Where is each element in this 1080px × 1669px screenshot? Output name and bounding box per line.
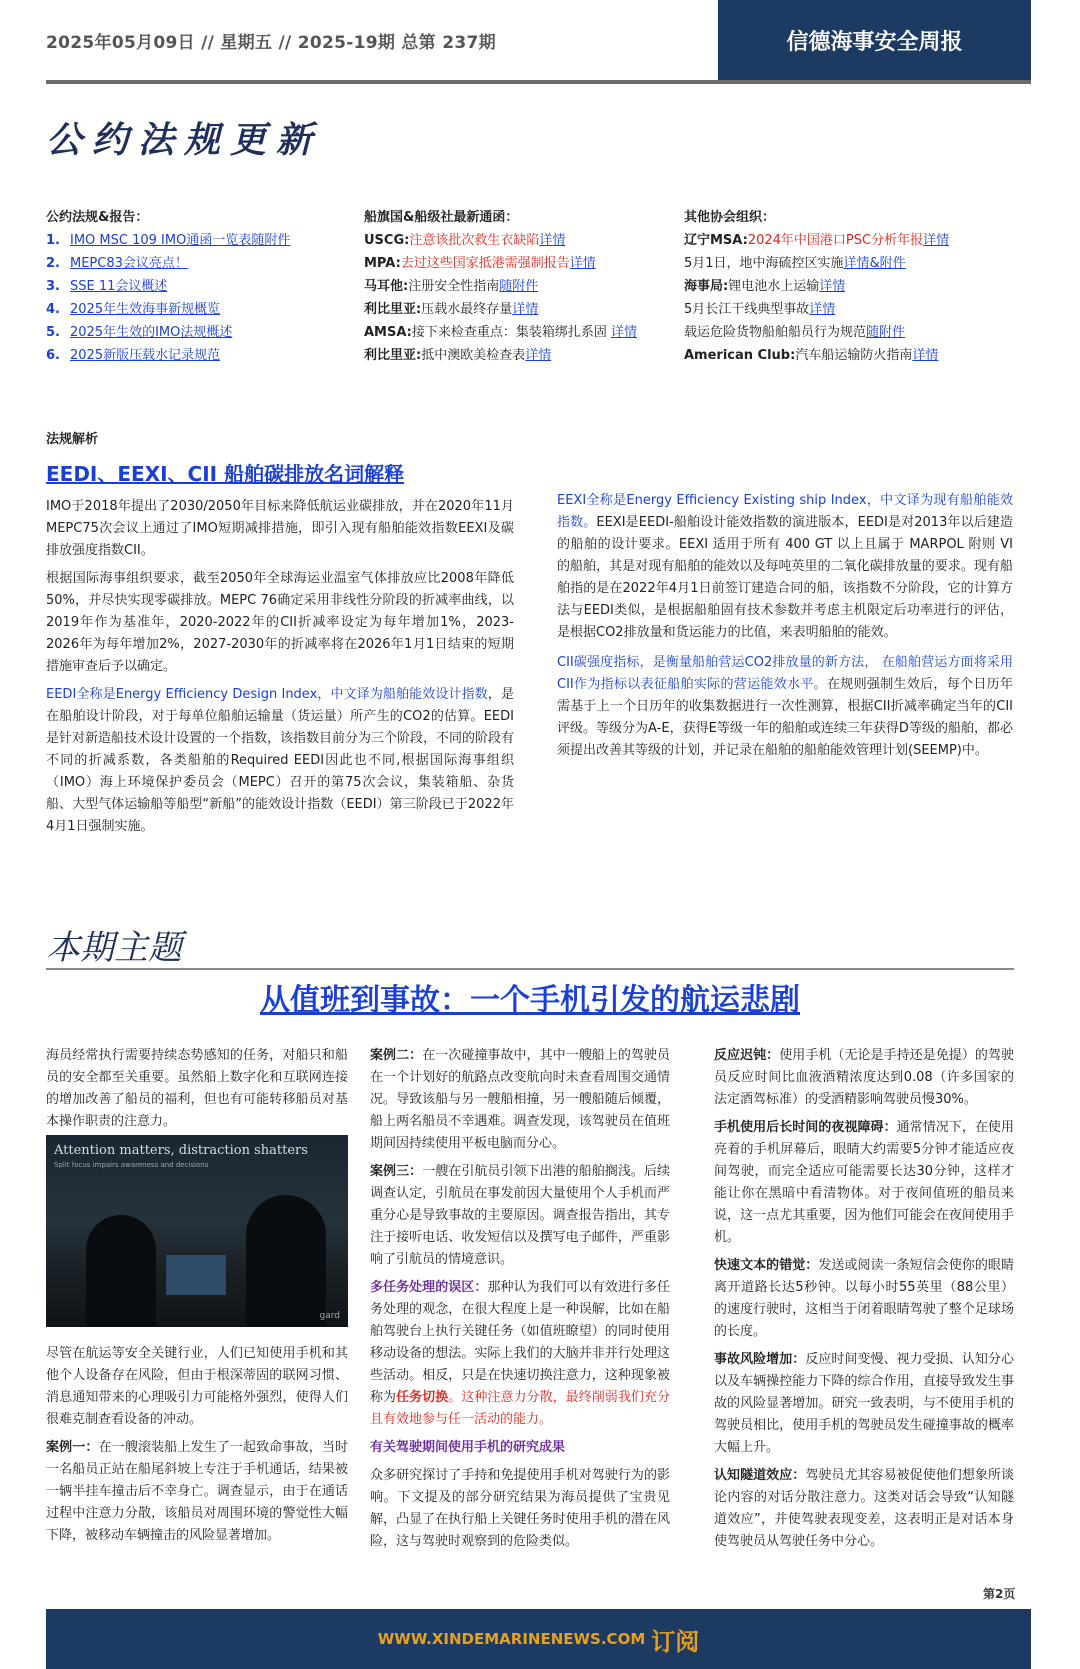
feature-image [46, 1135, 348, 1327]
item-label: 辽宁MSA: [684, 233, 748, 248]
item-text: 5月长江干线典型事故 [684, 302, 810, 317]
list-item [46, 321, 336, 344]
gard-logo: gard [319, 1311, 340, 1321]
item-text: 接下来检查重点：集装箱绑扎系固 [411, 325, 612, 340]
item-link[interactable]: 详情 [923, 233, 950, 248]
item-label: AMSA: [364, 325, 412, 340]
eedi-definition: EEDI全称是Energy Efficiency Design Index，中文译为船舶能效设计指数 [46, 687, 488, 702]
paragraph [370, 1045, 670, 1155]
list-item [364, 252, 664, 275]
eexi-definition: EEXI全称是Energy Efficiency Existing ship Index，中文译为现有船舶能效指数。 [557, 493, 1013, 530]
item-link[interactable]: 2025新版压载水记录规范 [70, 348, 221, 363]
silhouette-figure [86, 1215, 156, 1327]
analysis-title-link[interactable]: EEDI、EEXI、CII 船舶碳排放名词解释 [46, 462, 405, 486]
item-link[interactable]: 详情 [809, 302, 836, 317]
highlight: 任务切换 [396, 1390, 449, 1405]
item-label: 马耳他: [364, 279, 409, 294]
subheading: 有关驾驶期间使用手机的研究成果 [370, 1440, 566, 1455]
analysis-label: 法规解析 [46, 432, 99, 447]
paragraph [370, 1161, 670, 1271]
list-item [364, 344, 664, 367]
item-link[interactable]: IMO MSC 109 IMO通函一览表随附件 [70, 233, 291, 248]
paragraph [714, 1349, 1014, 1459]
section-divider [46, 968, 1014, 970]
item-link[interactable]: 随附件 [866, 325, 906, 340]
list-item [364, 229, 664, 252]
analysis-right-column [557, 490, 1013, 762]
paragraph [557, 490, 1013, 644]
issue-info: 2025年05月09日 // 星期五 // 2025-19期 总第 237期 [46, 33, 496, 53]
item-text: 汽车船运输防火指南 [795, 348, 913, 363]
item-link[interactable]: 详情 [539, 233, 566, 248]
finding-label: 反应迟钝： [714, 1048, 780, 1063]
item-number: 4. [46, 302, 60, 317]
image-caption-title: Attention matters, distraction shatters [54, 1143, 308, 1158]
paragraph [714, 1255, 1014, 1343]
list-item [684, 275, 1014, 298]
page-header [46, 0, 1031, 80]
list-item [46, 298, 336, 321]
item-label: 利比里亚: [364, 302, 422, 317]
paragraph [714, 1465, 1014, 1553]
item-label: MPA: [364, 256, 401, 271]
item-link[interactable]: MEPC83会议亮点！ [70, 256, 188, 271]
item-link[interactable]: 详情 [512, 302, 539, 317]
list-item [46, 275, 336, 298]
silhouette-figure [246, 1195, 326, 1327]
item-text: 抵中澳欧美检查表 [421, 348, 526, 363]
list-item [684, 321, 1014, 344]
list-item [46, 252, 336, 275]
paragraph [557, 652, 1013, 762]
finding-label: 快速文本的错觉： [714, 1258, 819, 1273]
other-associations-list [684, 206, 1014, 367]
list-item [364, 275, 664, 298]
list-title: 公约法规&报告： [46, 210, 149, 225]
paragraph-text: 通常情况下，在使用亮着的手机屏幕后，眼睛大约需要5分钟才能适应夜间驾驶，而完全适应可能需要长达30分钟，这样才能让你在黑暗中看清物体。对于夜间值班的船员来说，这一点尤其重要，因为他们可能会在夜间使用手机。 [714, 1120, 1014, 1245]
paragraph-text: 那种认为我们可以有效进行多任务处理的观念，在很大程度上是一种误解，比如在船舶驾驶台上执行关键任务（如值班瞭望）的同时使用移动设备的想法。实际上我们的大脑并非并行处理这些活动。相反，只是在快速切换注意力，这种现象被称为 [370, 1280, 670, 1405]
paragraph [714, 1045, 1014, 1111]
monitor-screen [166, 1255, 226, 1295]
flag-class-circulars-list [364, 206, 664, 367]
case-label: 案例二： [370, 1048, 423, 1063]
item-number: 1. [46, 233, 60, 248]
paragraph-text: 反应时间变慢、视力受损、认知分心以及车辆操控能力下降的综合作用，直接导致发生事故的风险显著增加。研究一致表明，与不使用手机的驾驶员相比，使用手机的驾驶员发生碰撞事故的概率大幅上升。 [714, 1352, 1014, 1455]
item-number: 2. [46, 256, 60, 271]
item-number: 5. [46, 325, 60, 340]
list-title: 船旗国&船级社最新通函： [364, 210, 519, 225]
paragraph-text: 驾驶员尤其容易被促使他们想象所谈论内容的对话分散注意力。这类对话会导致“认知隧道效应”，并使驾驶表现变差，这表明正是对话本身使驾驶员从驾驶任务中分心。 [714, 1468, 1014, 1549]
case-label: 案例一： [46, 1440, 99, 1455]
list-title: 其他协会组织： [684, 210, 776, 225]
item-label: USCG: [364, 233, 410, 248]
item-text: 压载水最终存量 [421, 302, 513, 317]
subheading: 多任务处理的误区： [370, 1280, 488, 1295]
image-caption-subtitle: Split focus impairs awareness and decisions [54, 1161, 209, 1169]
item-link[interactable]: 2025年生效海事新规概览 [70, 302, 221, 317]
item-label: 海事局: [684, 279, 729, 294]
item-text: 锂电池水上运输 [728, 279, 820, 294]
item-link[interactable]: 2025年生效的IMO法规概述 [70, 325, 233, 340]
item-link[interactable]: 详情 [569, 256, 596, 271]
page-number: 第2页 [983, 1587, 1016, 1601]
paragraph: 根据国际海事组织要求，截至2050年全球海运业温室气体排放应比2008年降低50%，并尽快实现零碳排放。MEPC 76确定采用非线性分阶段的折减率曲线，以2019年作为基准年，2020-2022年的CII折减率设定为每年增加1%，2023-2026年为每年增加2%，2027-2030年的折减率将在2026年1月1日结束的短期措施审查后予以确定。 [46, 571, 514, 674]
paragraph [714, 1117, 1014, 1249]
list-item [364, 298, 664, 321]
list-item [46, 344, 336, 367]
feature-column-1-lower [46, 1343, 348, 1553]
item-text: 注册安全性指南 [408, 279, 500, 294]
item-link[interactable]: 详情 [525, 348, 552, 363]
paragraph-text: 在一艘滚装船上发生了一起致命事故，当时一名船员正站在船尾斜坡上专注于手机通话，结果被一辆半挂车撞击后不幸身亡。调查显示，由于在通话过程中注意力分散，该船员对周围环境的警觉性大幅下降，被移动车辆撞击的风险显著增加。 [46, 1440, 348, 1543]
paragraph-text: 一艘在引航员引领下出港的船舶搁浅。后续调查认定，引航员在事发前因大量使用个人手机而严重分心是导致事故的主要原因。调查报告指出，其专注于接听电话、收发短信以及撰写电子邮件，严重影响了引航员的情境意识。 [370, 1164, 670, 1267]
case-label: 案例三： [370, 1164, 423, 1179]
website-link[interactable]: WWW.XINDEMARINENEWS.COM [377, 1630, 646, 1648]
item-link[interactable]: 随附件 [499, 279, 539, 294]
item-text: 去过这些国家抵港需强制报告 [400, 256, 570, 271]
item-link[interactable]: 详情 [611, 325, 638, 340]
item-number: 6. [46, 348, 60, 363]
footer-bar [46, 1609, 1031, 1669]
paragraph: 尽管在航运等安全关键行业，人们已知使用手机和其他个人设备存在风险，但由于根深蒂固的联网习惯、消息通知带来的心理吸引力可能格外强烈，使得人们很难克制查看设备的冲动。 [46, 1346, 348, 1427]
list-item [684, 252, 1014, 275]
list-item [684, 229, 1014, 252]
paragraph: 海员经常执行需要持续态势感知的任务，对船只和船员的安全都至关重要。虽然船上数字化和互联网连接的增加改善了船员的福利，但也有可能转移船员对基本操作职责的注意力。 [46, 1048, 348, 1129]
list-item [364, 321, 664, 344]
subscribe-link[interactable]: 订阅 [651, 1627, 700, 1656]
paragraph-text: 发送或阅读一条短信会使你的眼睛离开道路长达5秒钟。以每小时55英里（88公里）的速度行驶时，这相当于闭着眼睛驾驶了整个足球场的长度。 [714, 1258, 1014, 1339]
paragraph [46, 684, 514, 838]
item-link[interactable]: 详情 [912, 348, 939, 363]
paragraph [370, 1277, 670, 1431]
paragraph-text: 在规则强制生效后，每个日历年需基于上一个日历年的收集数据进行一次性测算，根据CII折减率确定当年的CII评级。等级分为A-E，获得E等级一年的船舶或连续三年获得D等级的船舶，都必须提出改善其等级的计划，并记录在船舶的船舶能效管理计划(SEEMP)中。 [557, 677, 1013, 758]
highlight: 。这种注意力分散，最终削弱我们充分且有效地参与任一活动的能力。 [370, 1390, 670, 1427]
list-item [46, 229, 336, 252]
analysis-left-column [46, 496, 514, 838]
item-text: 载运危险货物船舶船员行为规范 [684, 325, 867, 340]
paragraph-text: EEXI是EEDI-船舶设计能效指数的演进版本，EEDI是对2013年以后建造的船舶的设计要求。EEXI 适用于所有 400 GT 以上且属于 MARPOL 附则 VI 的船舶，其是对现有船舶的能效以及每吨英里的二氧化碳排放量的要求。现有船舶指的是在2022年4月1日前签订建造合同的船，该指数不分阶段，它的计算方法与EEDI类似，是根据船舶固有技术参数并考虑主机限定后功率进行的评估，是根据CO2排放量和货运能力的比值，来表明船舶的能效。 [557, 515, 1013, 640]
item-text: 2024年中国港口PSC分析年报 [747, 233, 924, 248]
item-link[interactable]: 详情 [819, 279, 846, 294]
paragraph: IMO于2018年提出了2030/2050年目标来降低航运业碳排放，并在2020年11月MEPC75次会议上通过了IMO短期减排措施，即引入现有船舶能效指数EEXI及碳排放强度指数CII。 [46, 499, 514, 558]
paragraph [46, 1437, 348, 1547]
feature-column-3 [714, 1045, 1014, 1559]
finding-label: 事故风险增加： [714, 1352, 806, 1367]
paragraph-text: 在一次碰撞事故中，其中一艘船上的驾驶员在一个计划好的航路点改变航向时未查看周围交通情况。导致该船与另一艘船相撞，另一艘船随后倾覆，船上两名船员不幸遇难。调查发现，该驾驶员在值班期间因持续使用平板电脑而分心。 [370, 1048, 670, 1151]
item-link[interactable]: 详情&附件 [843, 256, 906, 271]
header-divider [46, 80, 1031, 84]
paragraph-text: 使用手机（无论是手持还是免提）的驾驶员反应时间比血液酒精浓度达到0.08（许多国家的法定酒驾标准）的受酒精影响驾驶员慢30%。 [714, 1048, 1014, 1107]
list-item [684, 298, 1014, 321]
paragraph-text: ，是在船舶设计阶段，对于每单位船舶运输量（货运量）所产生的CO2的估算。EEDI是针对新造船技术设计设置的一个指数，该指数目前分为三个阶段，不同的阶段有不同的折减系数，各类船舶的Required EEDI因此也不同,根据国际海事组织（IMO）海上环境保护委员会（MEPC）召开的第75次会议，集装箱船、杂货船、大型气体运输船等船型“新船”的能效设计指数（EEDI）第三阶段已于2022年4月1日强制实施。 [46, 687, 515, 834]
item-label: American Club: [684, 348, 796, 363]
item-label: 利比里亚: [364, 348, 422, 363]
feature-headline-link[interactable]: 从值班到事故：一个手机引发的航运悲剧 [260, 983, 800, 1018]
item-text: 注意该批次救生衣缺陷 [409, 233, 540, 248]
section-title-regulations: 公约法规更新 [46, 120, 323, 161]
item-number: 3. [46, 279, 60, 294]
paragraph: 众多研究探讨了手持和免提使用手机对驾驶行为的影响。下文提及的部分研究结果为海员提供了宝贵见解，凸显了在执行船上关键任务时使用手机的潜在风险，这与驾驶时观察到的危险类似。 [370, 1468, 670, 1549]
list-item [684, 344, 1014, 367]
finding-label: 认知隧道效应： [714, 1468, 806, 1483]
publication-title: 信德海事安全周报 [718, 0, 1031, 80]
section-title-feature: 本期主题 [46, 928, 182, 968]
item-text: 5月1日，地中海硫控区实施 [684, 256, 844, 271]
cii-definition: CII碳强度指标，是衡量船舶营运CO2排放量的新方法， 在船舶营运方面将采用CII作为指标以表征船舶实际的营运能效水平。 [557, 655, 1013, 692]
regulations-reports-list [46, 206, 336, 367]
feature-column-2 [370, 1045, 670, 1559]
item-link[interactable]: SSE 11会议概述 [70, 279, 168, 294]
feature-column-1 [46, 1045, 348, 1139]
finding-label: 手机使用后长时间的夜视障碍： [714, 1120, 897, 1135]
